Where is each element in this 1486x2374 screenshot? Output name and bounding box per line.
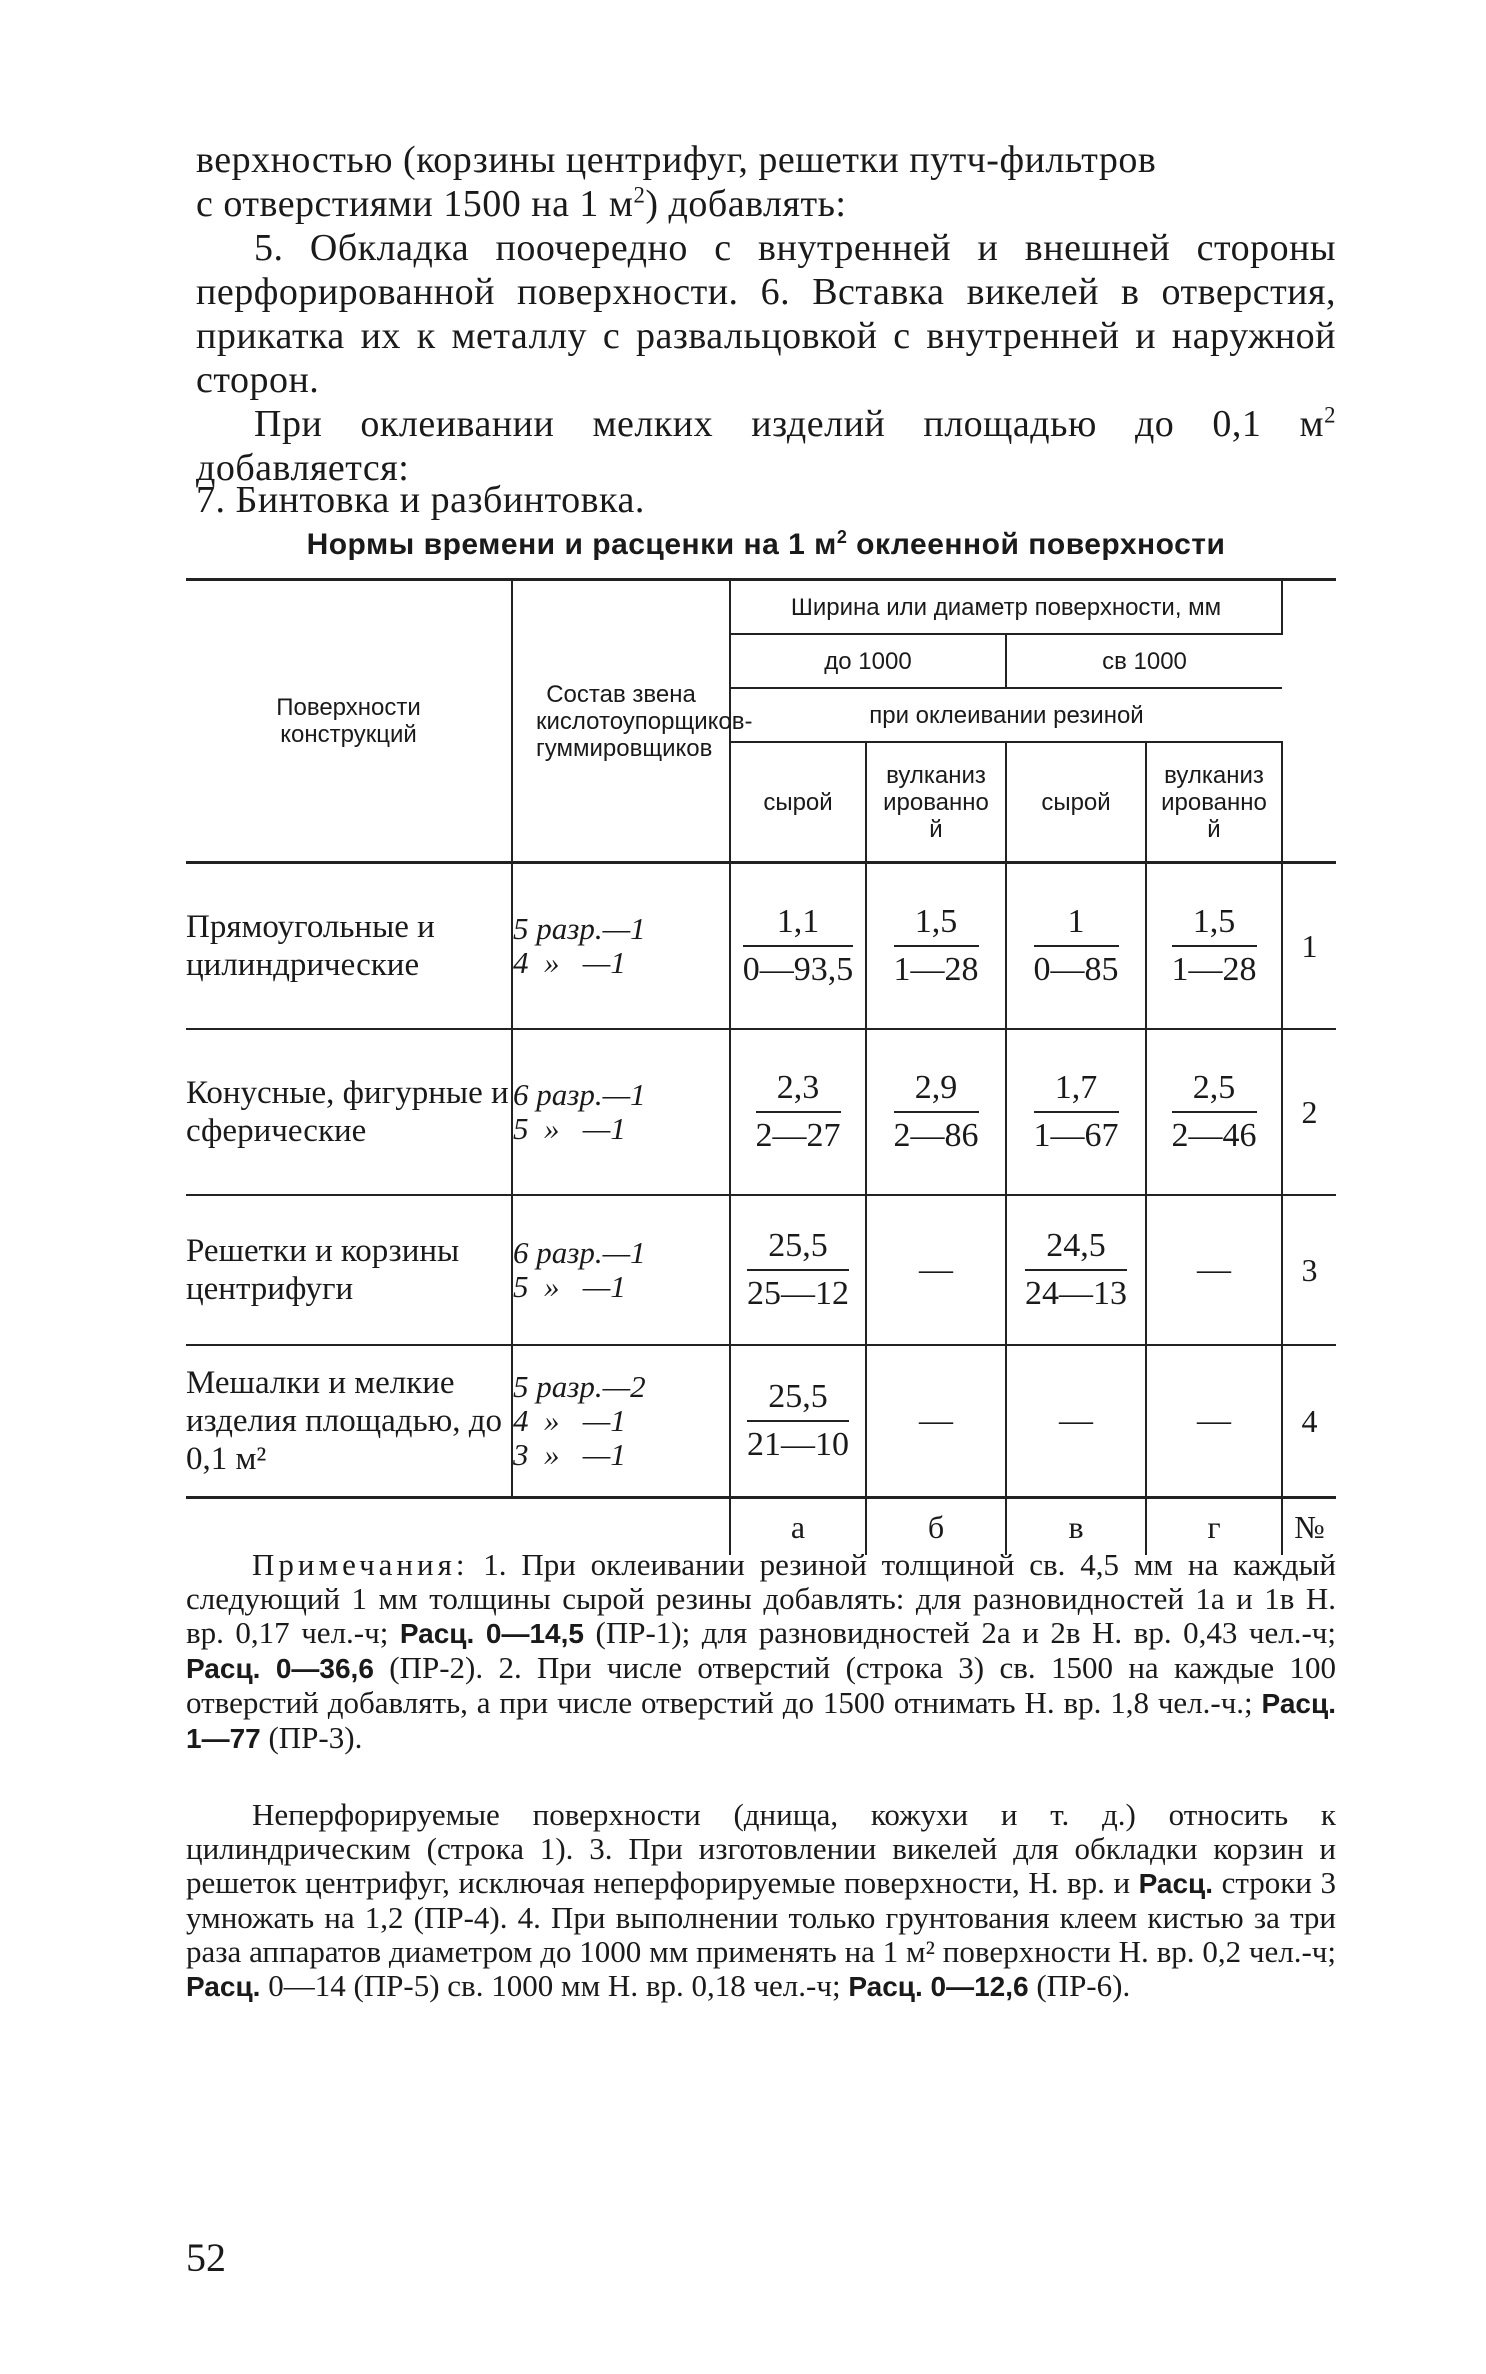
rate: 25—12 bbox=[747, 1275, 849, 1312]
intro-text-3: При оклеивании мелких изделий площадью до 0,1 м bbox=[254, 403, 1325, 445]
header-upto-text: до 1000 bbox=[824, 647, 912, 675]
notes-label: Примечания: bbox=[252, 1547, 469, 1582]
page-number: 52 bbox=[186, 2235, 226, 2280]
row-crew bbox=[512, 863, 730, 1030]
header-over-text: св 1000 bbox=[1102, 647, 1187, 675]
header-upto-1000 bbox=[730, 634, 1006, 688]
norm-time: 25,5 bbox=[747, 1227, 849, 1271]
crew-line: 4 » —1 bbox=[513, 945, 626, 980]
cell-a bbox=[730, 1345, 866, 1498]
norm-time: 1,7 bbox=[1034, 1069, 1119, 1113]
row-label bbox=[186, 863, 512, 1030]
row-number: 3 bbox=[1301, 1251, 1318, 1288]
intro-paragraph-3 bbox=[196, 402, 1336, 490]
row-crew bbox=[512, 1029, 730, 1195]
table-row bbox=[186, 863, 1336, 1030]
column-letter: б bbox=[866, 1498, 1006, 1556]
rate: 2—27 bbox=[755, 1117, 841, 1154]
row-label bbox=[186, 1029, 512, 1195]
rate: 1—28 bbox=[893, 951, 979, 988]
notes-rate: Расц. 1—77 bbox=[186, 1688, 1336, 1754]
cell-b bbox=[866, 1029, 1006, 1195]
cell-c: — bbox=[1006, 1345, 1146, 1498]
header-rubber-text: при оклеивании резиной bbox=[869, 701, 1144, 729]
notes-text: (ПР-3). bbox=[260, 1720, 363, 1755]
row-crew bbox=[512, 1195, 730, 1345]
intro-line-2-end: ) добавлять: bbox=[645, 183, 847, 225]
notes-paragraph-1 bbox=[186, 1548, 1336, 1756]
row-label-text: Конусные, фигурные и сферические bbox=[186, 1075, 509, 1149]
column-letter: в bbox=[1006, 1498, 1146, 1556]
row-label-text: Прямоугольные и цилиндрические bbox=[186, 909, 435, 983]
row-crew bbox=[512, 1345, 730, 1498]
norm-time: 2,3 bbox=[756, 1069, 841, 1113]
table-row bbox=[186, 1029, 1336, 1195]
cell-d bbox=[1146, 863, 1282, 1030]
row-label bbox=[186, 1195, 512, 1345]
intro-paragraph-4 bbox=[196, 478, 1336, 522]
rate: 1—67 bbox=[1033, 1117, 1119, 1154]
cell-b: — bbox=[866, 1345, 1006, 1498]
norm-time: 1,5 bbox=[894, 903, 979, 947]
crew-line: 5 разр.—1 bbox=[513, 911, 646, 946]
cell-b: — bbox=[866, 1195, 1006, 1345]
rate: 21—10 bbox=[747, 1426, 849, 1463]
notes-text: строки 3 умножать на 1,2 (ПР-4). 4. При выполнении только грунтования клеем кистью за три раза аппаратов диаметром до 1000 мм применять на 1 м² поверхности Н. вр. 0,2 чел.-ч; bbox=[186, 1865, 1336, 1969]
norm-time: 1 bbox=[1034, 903, 1119, 947]
notes-rate: Расц. bbox=[186, 1971, 261, 2002]
notes-text: (ПР-6). bbox=[1028, 1968, 1131, 2003]
row-label bbox=[186, 1345, 512, 1498]
cell-c bbox=[1006, 1029, 1146, 1195]
rate: 2—86 bbox=[893, 1117, 979, 1154]
norm-time: 1,1 bbox=[743, 903, 854, 947]
header-rubber bbox=[730, 688, 1282, 742]
header-surfaces-text: Поверхности конструкций bbox=[276, 694, 421, 748]
superscript: 2 bbox=[836, 527, 848, 547]
cell-d bbox=[1146, 1029, 1282, 1195]
intro-paragraph-2 bbox=[196, 226, 1336, 402]
cell-d: — bbox=[1146, 1345, 1282, 1498]
cell-d: — bbox=[1146, 1195, 1282, 1345]
notes-rate: Расц. 0—12,6 bbox=[848, 1971, 1029, 2002]
superscript: 2 bbox=[1324, 402, 1336, 428]
cell-a bbox=[730, 863, 866, 1030]
header-crew bbox=[512, 580, 753, 863]
number-column-header: № bbox=[1294, 1508, 1325, 1545]
crew-line: 4 » —1 bbox=[513, 1403, 626, 1438]
norms-table bbox=[186, 578, 1336, 1555]
crew-line: 5 разр.—2 bbox=[513, 1369, 646, 1404]
rate: 24—13 bbox=[1025, 1275, 1127, 1312]
rate: 1—28 bbox=[1171, 951, 1257, 988]
header-vulc-1-text: вулканизированной bbox=[883, 761, 989, 843]
header-vulc-1 bbox=[866, 742, 1006, 863]
row-label-text: Мешалки и мелкие изделия площадью, до 0,1 м² bbox=[186, 1365, 503, 1477]
notes-text: 1. При оклеивании резиной толщиной св. 4,5 мм на каждый следующий 1 мм толщины сырой резины добавлять: для разновидностей 1а и 1в Н. вр. 0,17 чел.-ч; bbox=[186, 1547, 1336, 1650]
rate: 2—46 bbox=[1171, 1117, 1257, 1154]
row-number: 1 bbox=[1301, 927, 1318, 964]
intro-text-3-end: добавляется: bbox=[196, 447, 410, 489]
cell-a bbox=[730, 1195, 866, 1345]
header-raw-2 bbox=[1006, 742, 1146, 863]
header-surfaces bbox=[186, 580, 512, 863]
notes-text: 0—14 (ПР-5) св. 1000 мм Н. вр. 0,18 чел.-ч; bbox=[260, 1968, 849, 2003]
header-width bbox=[730, 580, 1282, 635]
notes-text: (ПР-2). 2. При числе отверстий (строка 3) св. 1500 на каждые 100 отверстий добавлять, а при числе отверстий до 1500 отнимать Н. вр. 1,8 чел.-ч.; bbox=[186, 1650, 1336, 1720]
cell-c bbox=[1006, 863, 1146, 1030]
superscript: 2 bbox=[633, 182, 646, 208]
table-title-text: Нормы времени и расценки на 1 м bbox=[306, 528, 837, 561]
norm-time: 2,5 bbox=[1172, 1069, 1257, 1113]
row-label-text: Решетки и корзины центрифуги bbox=[186, 1233, 460, 1307]
header-vulc-2-text: вулканизированной bbox=[1161, 761, 1267, 843]
norm-time: 2,9 bbox=[894, 1069, 979, 1113]
column-letter: г bbox=[1146, 1498, 1282, 1556]
row-number: 2 bbox=[1301, 1093, 1318, 1130]
header-over-1000 bbox=[1006, 634, 1282, 688]
cell-b bbox=[866, 863, 1006, 1030]
table-row bbox=[186, 1345, 1336, 1498]
crew-line: 6 разр.—1 bbox=[513, 1077, 646, 1112]
notes-text: (ПР-1); для разновидностей 2а и 2в Н. вр. 0,43 чел.-ч; bbox=[583, 1615, 1337, 1650]
notes-rate: Расц. 0—14,5 bbox=[399, 1618, 584, 1649]
intro-paragraph-1 bbox=[196, 138, 1336, 226]
intro-line-2: с отверстиями 1500 на 1 м bbox=[196, 183, 634, 225]
header-raw-1-text: сырой bbox=[763, 788, 833, 816]
intro-line-1: верхностью (корзины центрифуг, решетки путч-фильтров bbox=[196, 139, 1157, 181]
cell-c bbox=[1006, 1195, 1146, 1345]
notes-paragraph-2 bbox=[186, 1798, 1336, 2004]
header-raw-1 bbox=[730, 742, 866, 863]
crew-line: 5 » —1 bbox=[513, 1269, 626, 1304]
table-row bbox=[186, 1195, 1336, 1345]
notes-rate: Расц. bbox=[1138, 1868, 1214, 1899]
cell-a bbox=[730, 1029, 866, 1195]
notes-rate: Расц. 0—36,6 bbox=[186, 1653, 374, 1684]
header-vulc-2 bbox=[1146, 742, 1282, 863]
norm-time: 25,5 bbox=[747, 1378, 849, 1422]
header-raw-2-text: сырой bbox=[1041, 788, 1111, 816]
intro-text-4: 7. Бинтовка и разбинтовка. bbox=[196, 479, 645, 521]
row-number: 4 bbox=[1301, 1402, 1318, 1439]
rate: 0—93,5 bbox=[742, 951, 854, 988]
table-title-end: оклеенной поверхности bbox=[847, 528, 1226, 561]
column-letter: а bbox=[730, 1498, 866, 1556]
norm-time: 1,5 bbox=[1172, 903, 1257, 947]
crew-line: 6 разр.—1 bbox=[513, 1235, 646, 1270]
crew-line: 3 » —1 bbox=[513, 1437, 626, 1472]
table-title bbox=[196, 528, 1336, 562]
notes-text: Неперфорируемые поверхности (днища, кожухи и т. д.) относить к цилиндрическим (строка 1). 3. При изготовлении викелей для обкладки корзин и решеток центрифуг, исключая неперфорируемые поверхности, Н. вр. и bbox=[186, 1797, 1336, 1900]
norm-time: 24,5 bbox=[1025, 1227, 1127, 1271]
header-width-text: Ширина или диаметр поверхности, мм bbox=[790, 593, 1222, 621]
rate: 0—85 bbox=[1033, 951, 1119, 988]
header-crew-text: Состав звена кислотоупорщиков-гуммировщиков bbox=[536, 680, 753, 762]
crew-line: 5 » —1 bbox=[513, 1111, 626, 1146]
intro-text-2: 5. Обкладка поочередно с внутренней и внешней стороны перфорированной поверхности. 6. Вставка викелей в отверстия, прикатка их к металлу с развальцовкой с внутренней и наружной сторон. bbox=[196, 227, 1336, 401]
